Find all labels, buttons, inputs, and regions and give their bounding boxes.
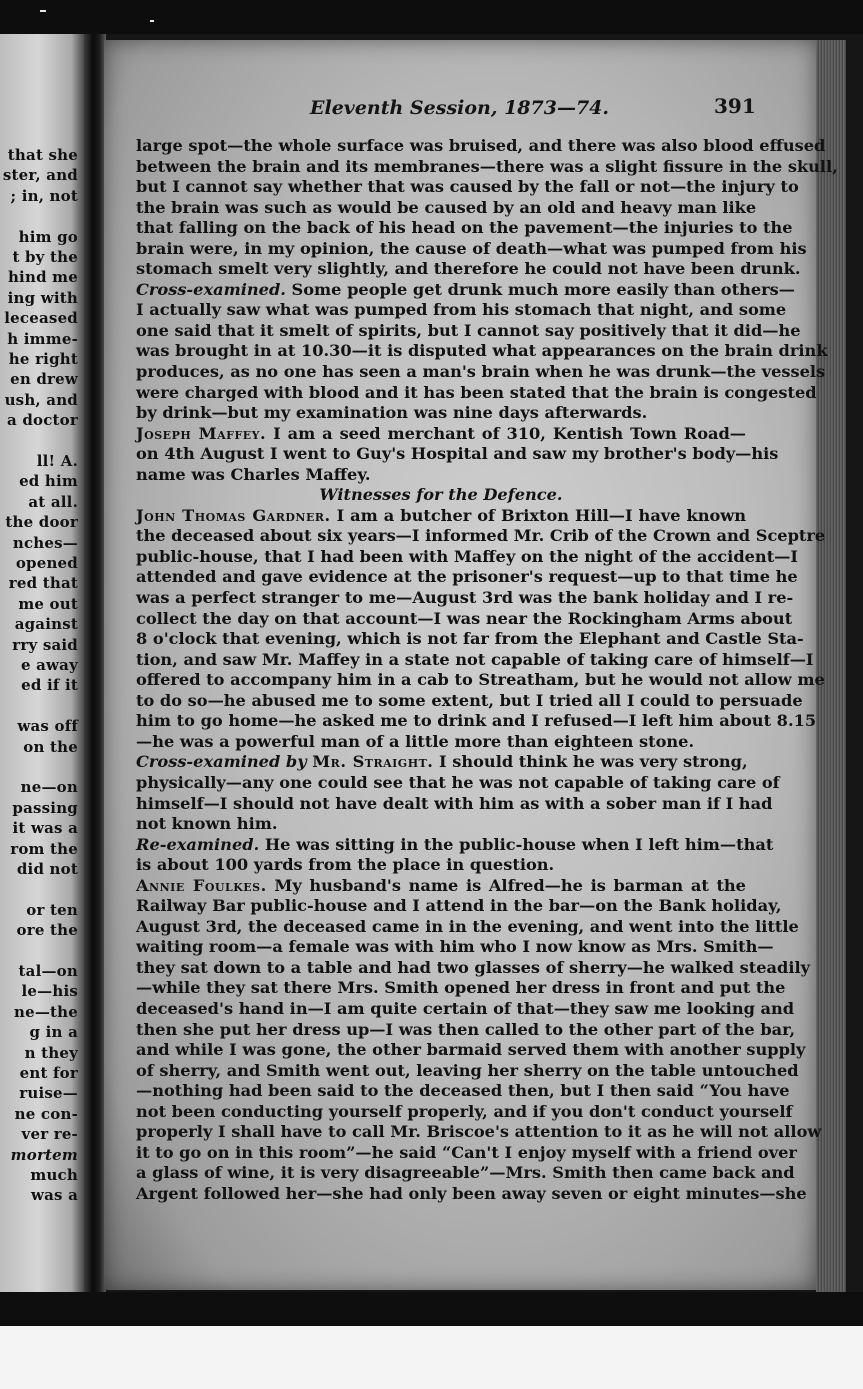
left-facing-page [0,34,84,1292]
left-page-fragment: rom the [10,839,78,858]
text-segment: not been conducting yourself properly, and if you don't conduct yourself [136,1101,793,1121]
text-line [136,957,811,979]
text-segment: 8 o'clock that evening, which is not far from the Elephant and Castle Sta- [136,629,804,649]
text-segment: of sherry, and Smith went out, leaving her sherry on the table untouched [136,1060,799,1080]
speaker-name: Annie Foulkes. [136,875,267,895]
left-page-fragment: t by the [12,248,78,266]
text-line [136,1101,793,1123]
left-page-fragment: or ten [26,900,78,919]
left-page-fragment: it was a [12,819,78,838]
left-page-fragment: ent for [19,1064,78,1082]
text-segment: the brain was such as would be caused by an old and heavy man like [136,197,757,217]
text-segment: Railway Bar public-house and I attend in the bar—on the Bank holiday, [136,896,782,916]
text-line [136,814,746,835]
text-line [136,916,799,938]
bottom-dark-strip [0,1292,863,1326]
text-line [136,793,773,815]
text-line [136,546,798,568]
text-line [136,896,782,917]
text-segment: August 3rd, the deceased came in in the evening, and went into the little [136,916,799,936]
text-line [136,197,757,219]
text-line [136,629,804,650]
left-page-fragment: rry said [12,635,78,654]
examination-label: Re-examined. [136,834,260,854]
left-page-fragment: hind me [7,268,78,287]
text-segment: offered to accompany him in a cab to Streatham, but he would not allow me [136,670,825,690]
text-segment: on 4th August I went to Guy's Hospital and saw my brother's body—his [136,444,779,464]
left-page-fragment: red that [8,574,78,593]
text-segment: a glass of wine, it is very disagreeable”—Mrs. Smith then came back and [136,1163,795,1183]
text-segment: I am a seed merchant of 310, Kentish Town Road— [266,423,746,443]
text-line [136,1183,807,1205]
text-line [136,1019,796,1041]
text-line [136,382,817,404]
left-page-fragment: much [30,1166,78,1184]
left-page-fragment: a doctor [6,411,78,430]
text-segment: physically—any one could see that he was not capable of taking care of [136,772,780,792]
text-segment: was a perfect stranger to me—August 3rd was the bank holiday and I re- [136,588,794,608]
text-line [136,444,779,465]
text-line [136,526,826,547]
left-page-fragment: was off [17,717,78,736]
text-line [136,259,801,280]
left-page-fragment: he right [8,350,78,368]
text-segment: they sat down to a table and had two glasses of sherry—he walked steadily [136,957,811,977]
text-line [136,998,795,1020]
left-page-fragment: ster, and [2,166,78,185]
text-segment: but I cannot say whether that was caused by the fall or not—the injury to [136,177,799,197]
text-segment: one said that it smelt of spirits, but I cannot say positively that it did—he [136,320,801,340]
left-page-fragment: ing with [7,288,78,307]
text-segment: —while they sat there Mrs. Smith opened her dress in front and put the [136,978,786,998]
text-segment: Witnesses for the Defence. [319,485,563,505]
text-line [136,588,794,609]
text-line [136,855,746,876]
text-segment: tion, and saw Mr. Maffey in a state not capable of taking care of himself—I [136,649,814,669]
text-line [136,341,828,362]
text-segment: himself—I should not have dealt with him as with a sober man if I had [136,793,773,813]
left-page-fragment: at all. [28,492,78,511]
left-page-fragment: ne—the [13,1002,78,1021]
text-line [136,1142,797,1164]
left-page-fragment: h imme- [7,329,78,348]
text-segment: deceased's hand in—I am quite certain of that—they saw me looking and [136,998,795,1018]
text-segment: collect the day on that account—I was near the Rockingham Arms about [136,608,793,628]
book-gutter [84,34,106,1292]
text-segment: properly I shall have to call Mr. Briscoe's attention to it as he will not allow [136,1122,822,1142]
text-segment: stomach smelt very slightly, and therefore he could not have been drunk. [136,259,801,279]
text-line [136,320,801,342]
text-segment: Argent followed her—she had only been away seven or eight minutes—she [136,1183,807,1203]
text-line [136,1040,806,1061]
text-line [136,424,746,445]
text-segment: between the brain and its membranes—there was a slight fissure in the skull, [136,156,838,176]
text-line [136,1060,799,1082]
text-segment: name was Charles Maffey. [136,464,371,484]
section-heading [136,485,746,506]
left-page-fragment: him go [18,227,78,246]
text-segment: I should think he was very strong, [433,752,748,772]
text-segment: —he was a powerful man of a little more than eighteen stone. [136,731,695,751]
left-page-fragment: did not [16,860,78,878]
speaker-name: John Thomas Gardner. [136,505,331,525]
left-page-fragment: on the [23,737,78,756]
left-page-fragment: ed him [19,472,78,491]
text-segment: He was sitting in the public-house when I left him—that [259,834,774,854]
left-page-fragment: en drew [10,370,78,389]
left-page-fragment: n they [24,1043,78,1062]
text-segment: to do so—he abused me to some extent, but I tried all I could to persuade [136,690,803,710]
text-line [136,690,803,712]
running-head: Eleventh Session, 1873—74. [310,97,610,119]
left-page-fragment: le—his [21,982,78,1001]
text-line [136,279,795,301]
text-segment: not known him. [136,814,278,834]
text-line [136,300,787,321]
text-line [136,1122,822,1143]
left-page-fragment: mortem [10,1145,78,1164]
left-page-fragment: the door [5,513,78,532]
text-line [136,1081,790,1102]
left-page-fragment: ll! A. [36,452,78,470]
page-number: 391 [714,94,756,118]
left-page-fragment: e away [20,656,78,674]
left-page-fragment: passing [12,798,78,817]
text-line [136,752,746,773]
text-segment: I actually saw what was pumped from his stomach that night, and some [136,300,787,320]
text-segment: Some people get drunk much more easily than others— [285,279,795,299]
text-segment: —nothing had been said to the deceased then, but I then said “You have [136,1081,790,1101]
text-line [136,670,825,691]
left-page-fragment: me out [18,594,78,613]
text-segment: then she put her dress up—I was then called to the other part of the bar, [136,1019,796,1039]
text-segment: him to go home—he asked me to drink and I refused—I left him about 8.15 [136,711,817,731]
text-line [136,362,826,383]
text-line [136,937,774,958]
text-segment: brain were, in my opinion, the cause of death—what was pumped from his [136,238,807,258]
left-page-fragment: ore the [16,921,78,940]
text-line [136,772,780,794]
left-page-fragment: was a [30,1186,78,1205]
text-segment: is about 100 yards from the place in question. [136,855,555,875]
text-segment: attended and gave evidence at the prisoner's request—up to that time he [136,567,798,587]
examination-label: Cross-examined. [136,279,286,299]
text-segment: My husband's name is Alfred—he is barman at the [266,875,746,895]
text-line [136,218,793,239]
text-segment: the deceased about six years—I informed Mr. Crib of the Crown and Sceptre [136,526,826,546]
text-line [136,978,786,999]
text-line [136,876,746,897]
text-line [136,608,793,630]
text-segment: by drink—but my examination was nine days afterwards. [136,403,648,423]
left-page-fragment: ush, and [4,390,78,409]
left-page-fragment: that she [7,146,78,164]
body-text [136,136,838,1204]
left-page-fragment: ne—on [20,778,78,797]
text-line [136,1163,795,1184]
text-segment: waiting room—a female was with him who I now know as Mrs. Smith— [136,937,774,957]
speaker-name: Mr. Straight. [312,752,434,772]
text-line [136,711,817,732]
text-line [136,136,826,157]
left-page-fragment: ruise— [19,1084,78,1103]
text-line [136,567,798,588]
left-page-fragment: nches— [12,533,78,552]
text-line [136,834,774,856]
text-segment: was brought in at 10.30—it is disputed what appearances on the brain drink [136,341,828,361]
text-line [136,156,838,178]
text-line [136,238,807,260]
speaker-name: Joseph Maffey. [136,423,267,443]
text-segment: public-house, that I had been with Maffey on the night of the accident—I [136,546,798,566]
left-page-fragment: opened [15,554,78,572]
left-page-fragment: leceased [4,309,78,328]
left-page-fragment: tal—on [18,962,78,980]
text-line [136,465,746,486]
left-page-fragment: against [14,615,78,634]
left-page-fragment: ver re- [21,1125,78,1144]
text-segment: produces, as no one has seen a man's brain when he was drunk—the vessels [136,362,826,382]
top-dark-band [0,0,863,34]
text-segment: that falling on the back of his head on the pavement—the injuries to the [136,218,793,238]
left-page-fragment: ; in, not [10,186,78,205]
left-page-fragment: g in a [29,1023,78,1042]
text-line [136,732,746,753]
text-segment: large spot—the whole surface was bruised, and there was also blood effused [136,136,826,155]
text-line [136,649,814,671]
left-page-fragment: ed if it [21,676,78,695]
text-segment: and while I was gone, the other barmaid served them with another supply [136,1040,806,1060]
left-page-fragment: ne con- [14,1104,78,1123]
page-edge-stack [816,40,846,1292]
text-line [136,506,746,527]
text-segment: I am a butcher of Brixton Hill—I have known [330,505,746,525]
bottom-band [0,1292,863,1389]
text-segment: were charged with blood and it has been stated that the brain is congested [136,382,817,402]
text-line [136,177,799,198]
text-line [136,403,746,424]
examination-label: Cross-examined by [136,752,307,772]
text-segment: it to go on in this room”—he said “Can't I enjoy myself with a friend over [136,1142,797,1162]
